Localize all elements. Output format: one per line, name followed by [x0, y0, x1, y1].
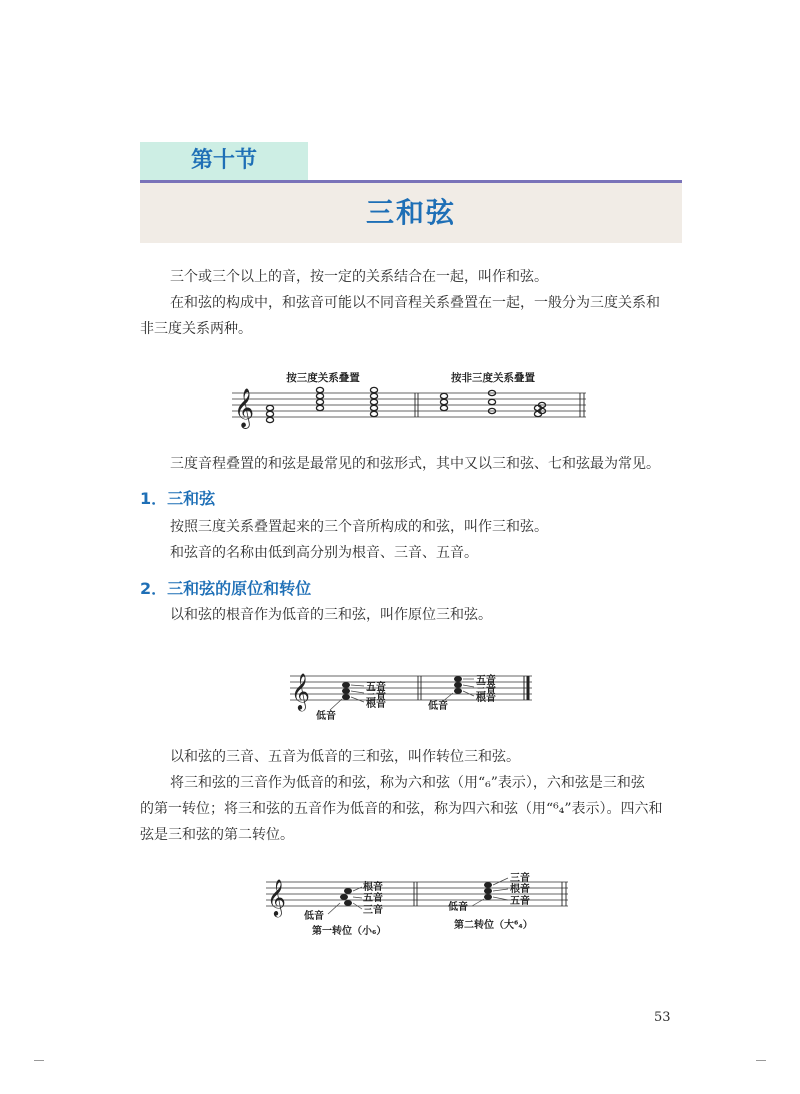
label-third-2: 三音 — [476, 684, 496, 695]
section-label: 第十节 — [190, 148, 257, 173]
figure-stacking-staff — [228, 365, 590, 435]
caption-second-inversion: 第二转位（大⁶₄） — [454, 920, 533, 931]
paragraph-sixth-chord-3: 弦是三和弦的第二转位。 — [140, 827, 294, 843]
paragraph-sixth-chord-1: 将三和弦的三音作为低音的和弦，称为六和弦（用“₆”表示），六和弦是三和弦 — [170, 775, 645, 791]
pointer-lines — [328, 878, 508, 914]
caption-first-inversion: 第一转位（小₆） — [312, 926, 387, 937]
treble-clef-icon: 𝄞 — [291, 672, 310, 710]
label-bass-2: 低音 — [448, 902, 468, 913]
label-fifth-2: 五音 — [510, 896, 530, 907]
label-bass: 低音 — [304, 911, 324, 922]
heading-inversions: 2．三和弦的原位和转位 — [140, 579, 312, 598]
label-third: 三音 — [366, 690, 386, 701]
treble-clef-icon: 𝄞 — [234, 388, 255, 428]
page-number: 53 — [654, 1010, 671, 1025]
label-fifth: 五音 — [363, 893, 383, 904]
pointer-lines — [330, 679, 474, 710]
figure-root-position-staff — [286, 666, 536, 728]
paragraph-triad-definition: 按照三度关系叠置起来的三个音所构成的和弦，叫作三和弦。 — [170, 519, 548, 535]
label-fifth-2: 五音 — [476, 675, 496, 686]
label-root: 根音 — [366, 699, 386, 710]
label-root: 根音 — [363, 882, 383, 893]
staff-lines — [232, 393, 586, 417]
label-bass-2: 低音 — [428, 701, 448, 712]
figure-inversions-staff — [262, 870, 572, 942]
paragraph-common-chords: 三度音程叠置的和弦是最常见的和弦形式，其中又以三和弦、七和弦最为常见。 — [170, 456, 660, 472]
label-bass: 低音 — [316, 711, 336, 722]
paragraph-construction-1: 在和弦的构成中，和弦音可能以不同音程关系叠置在一起，一般分为三度关系和 — [170, 295, 660, 311]
label-fifth: 五音 — [366, 682, 386, 693]
label-third-2: 三音 — [510, 873, 530, 884]
crop-mark-right — [756, 1060, 766, 1061]
treble-clef-icon: 𝄞 — [267, 878, 286, 916]
paragraph-triad-names: 和弦音的名称由低到高分别为根音、三音、五音。 — [170, 545, 478, 561]
paragraph-construction-2: 非三度关系两种。 — [140, 321, 252, 337]
heading-triad: 1．三和弦 — [140, 489, 216, 508]
label-root-2: 根音 — [510, 884, 530, 895]
label-root-2: 根音 — [476, 693, 496, 704]
paragraph-sixth-chord-2: 的第一转位；将三和弦的五音作为低音的和弦，称为四六和弦（用“⁶₄”表示）。四六和 — [140, 801, 663, 817]
paragraph-inversion-definition: 以和弦的三音、五音为低音的三和弦，叫作转位三和弦。 — [170, 749, 520, 765]
label-third: 三音 — [363, 905, 383, 916]
figure1-label-right: 按非三度关系叠置 — [451, 372, 535, 384]
chapter-title: 三和弦 — [365, 196, 456, 229]
crop-mark-left — [34, 1060, 44, 1061]
paragraph-definition: 三个或三个以上的音，按一定的关系结合在一起，叫作和弦。 — [170, 269, 548, 285]
paragraph-root-position: 以和弦的根音作为低音的三和弦，叫作原位三和弦。 — [170, 607, 492, 623]
figure1-label-left: 按三度关系叠置 — [286, 372, 360, 384]
